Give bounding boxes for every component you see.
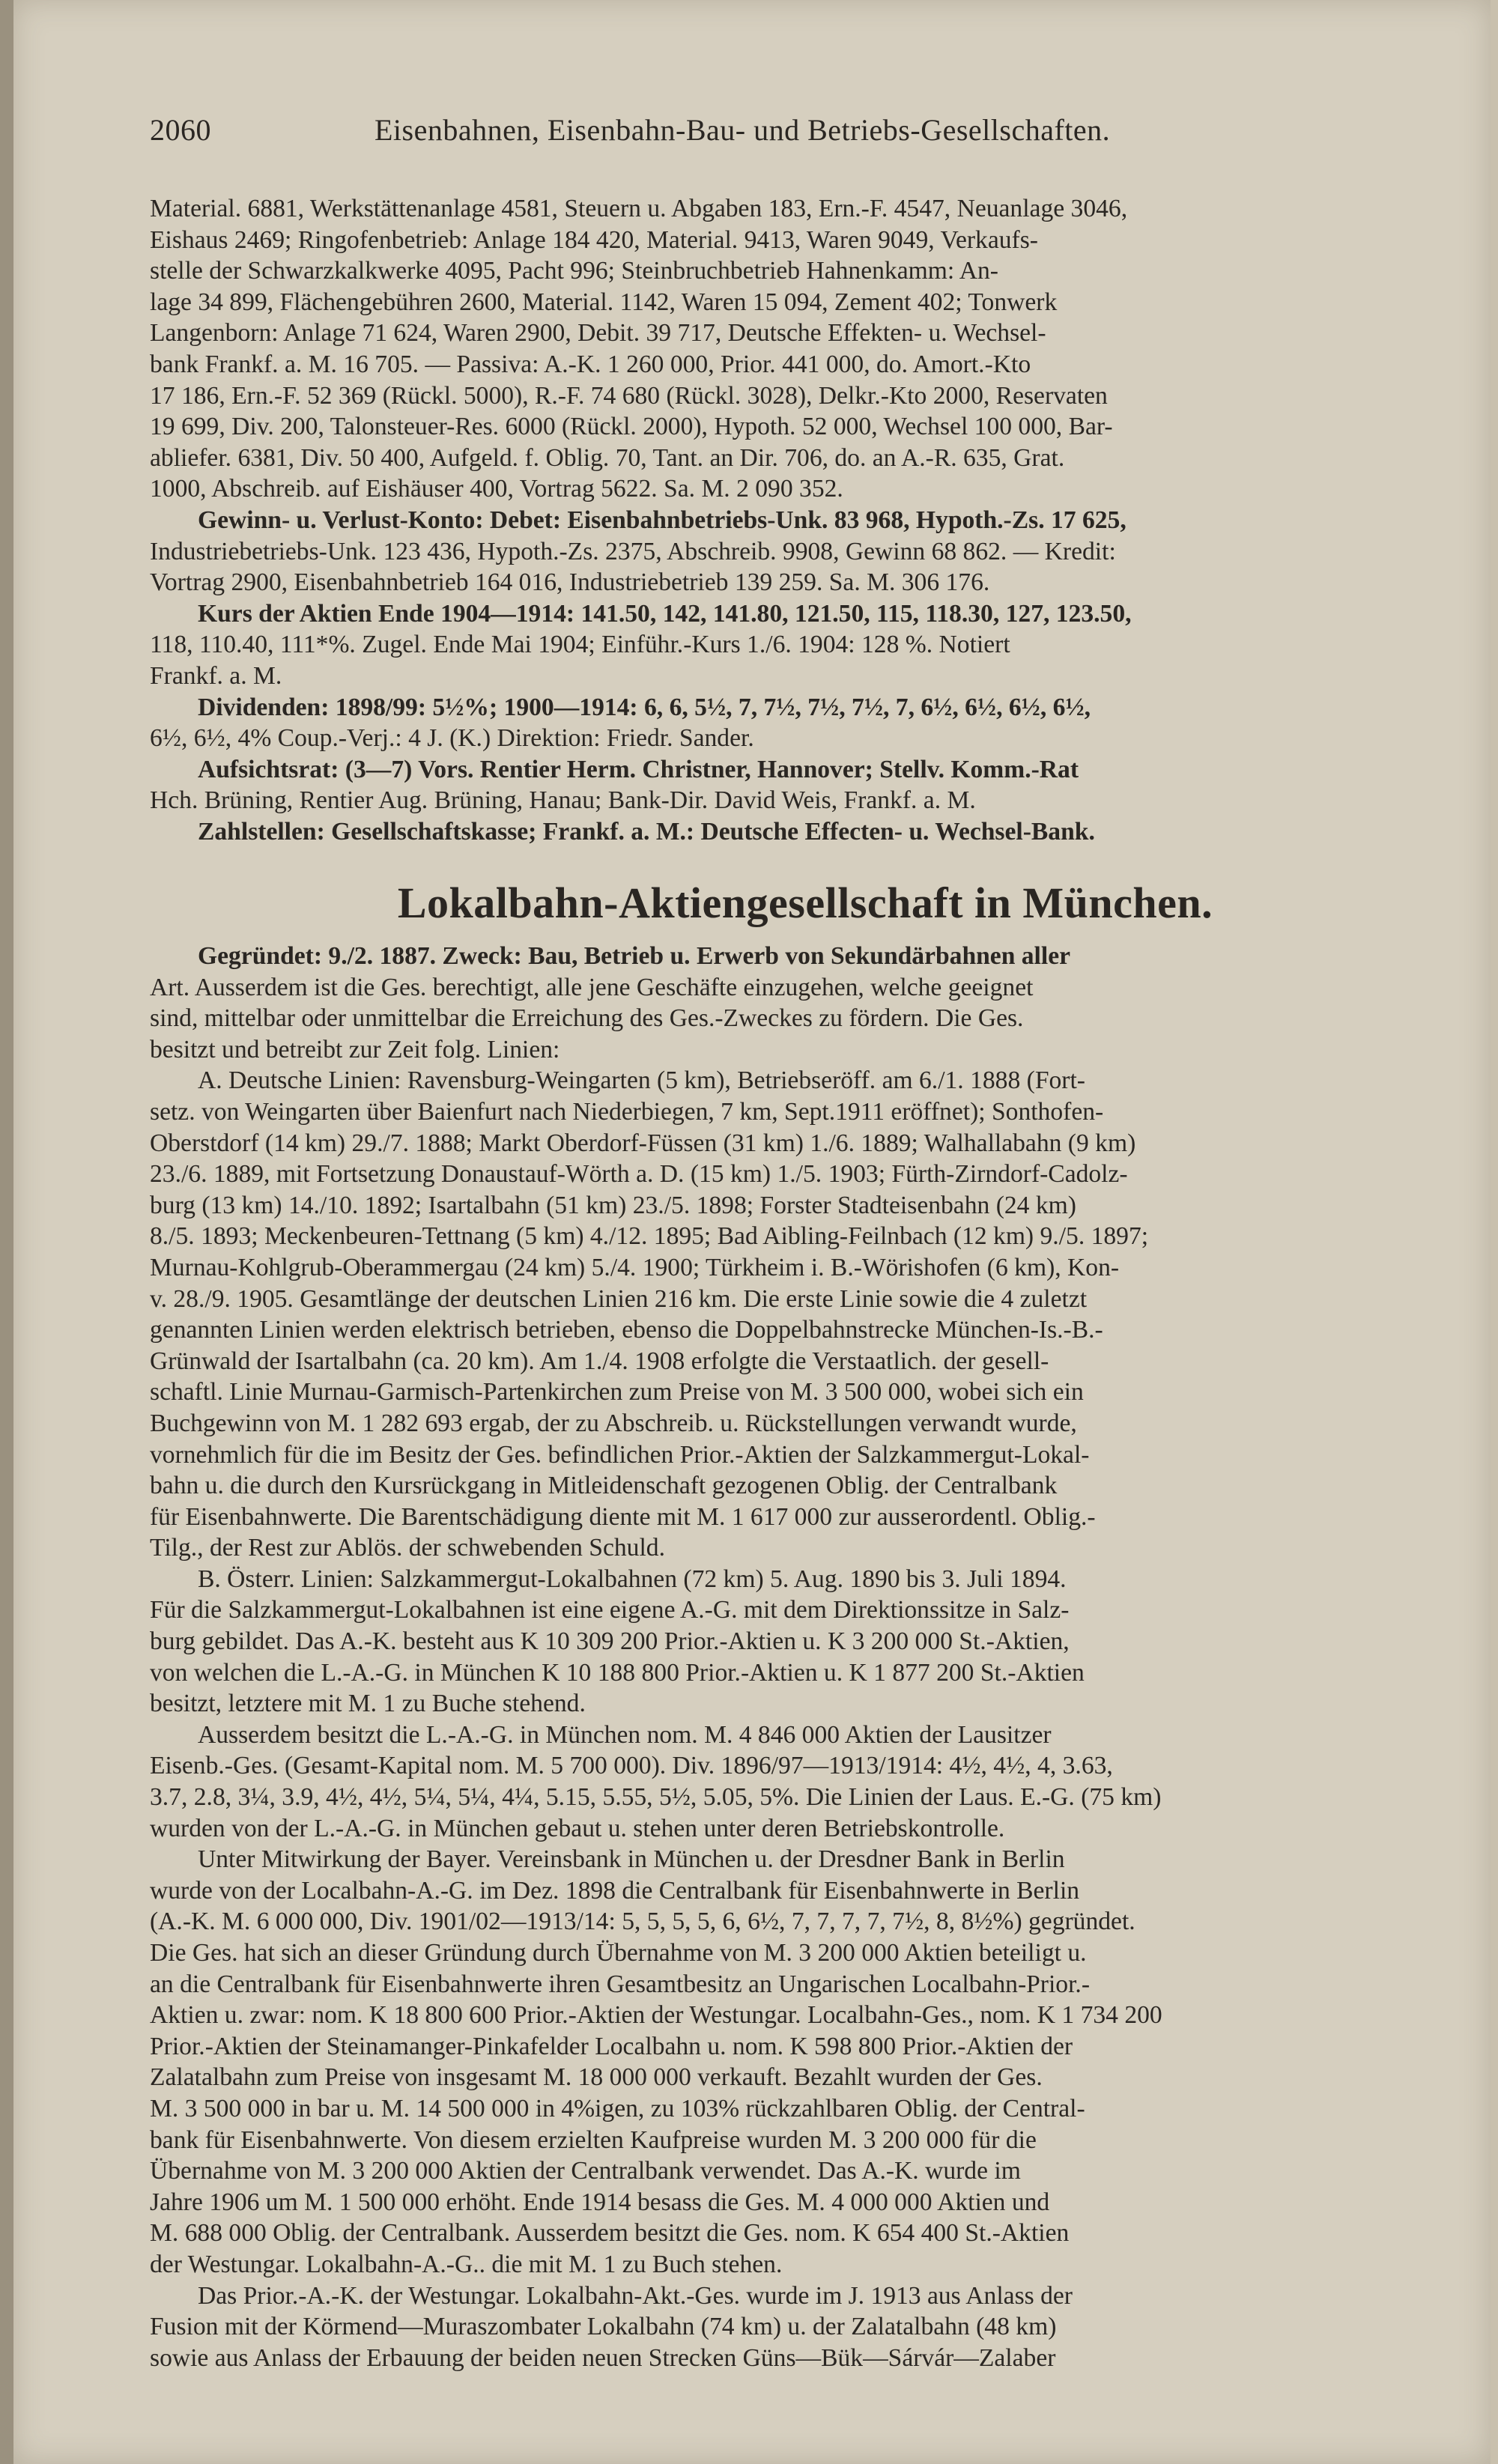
- text-line: 118, 110.40, 111*%. Zugel. Ende Mai 1904; Einführ.-Kurs 1./6. 1904: 128 %. Notiert: [150, 631, 1010, 659]
- text-line: Tilg., der Rest zur Ablös. der schwebenden Schuld.: [150, 1534, 665, 1562]
- gegruendet-line: Gegründet: 9./2. 1887. Zweck: Bau, Betrieb u. Erwerb von Sekundärbahnen aller: [198, 942, 1071, 970]
- scan-left-edge: [0, 0, 13, 2464]
- text-line: burg gebildet. Das A.-K. besteht aus K 10 309 200 Prior.-Aktien u. K 3 200 000 St.-Aktien,: [150, 1627, 1070, 1656]
- text-line: von welchen die L.-A.-G. in München K 10 188 800 Prior.-Aktien u. K 1 877 200 St.-Aktien: [150, 1658, 1085, 1687]
- aufsichtsrat-heading-line: Aufsichtsrat: (3—7) Vors. Rentier Herm. Christner, Hannover; Stellv. Komm.-Rat: [198, 755, 1079, 783]
- text-line: Hch. Brüning, Rentier Aug. Brüning, Hanau; Bank-Dir. David Weis, Frankf. a. M.: [150, 786, 976, 815]
- text-line: Fusion mit der Körmend—Muraszombater Lokalbahn (74 km) u. der Zalatalbahn (48 km): [150, 2313, 1057, 2341]
- zahlstellen-line: Zahlstellen: Gesellschaftskasse; Frankf. a. M.: Deutsche Effecten- u. Wechsel-Bank.: [198, 817, 1095, 846]
- deutsche-linien-line: A. Deutsche Linien: Ravensburg-Weingarten (5 km), Betriebseröff. am 6./1. 1888 (Fort-: [198, 1066, 1085, 1095]
- text-line: schaftl. Linie Murnau-Garmisch-Partenkirchen zum Preise von M. 3 500 000, wobei sich ein: [150, 1378, 1084, 1407]
- text-line: Für die Salzkammergut-Lokalbahnen ist eine eigene A.-G. mit dem Direktionssitze in Salz-: [150, 1596, 1070, 1624]
- text-line: Übernahme von M. 3 200 000 Aktien der Centralbank verwendet. Das A.-K. wurde im: [150, 2157, 1021, 2185]
- text-line: bahn u. die durch den Kursrückgang in Mitleidenschaft gezogenen Oblig. der Centralbank: [150, 1472, 1058, 1500]
- text-line: M. 688 000 Oblig. der Centralbank. Ausserdem besitzt die Ges. nom. K 654 400 St.-Aktien: [150, 2219, 1070, 2248]
- text-line: Prior.-Aktien der Steinamanger-Pinkafelder Localbahn u. nom. K 598 800 Prior.-Aktien der: [150, 2032, 1073, 2060]
- text-line: Das Prior.-A.-K. der Westungar. Lokalbahn-Akt.-Ges. wurde im J. 1913 aus Anlass der: [198, 2281, 1073, 2310]
- page-header: [150, 112, 1423, 148]
- text-line: Oberstdorf (14 km) 29./7. 1888; Markt Oberdorf-Füssen (31 km) 1./6. 1889; Walhallabahn (9 km): [150, 1129, 1136, 1157]
- text-line: bank Frankf. a. M. 16 705. — Passiva: A.-K. 1 260 000, Prior. 441 000, do. Amort.-Kto: [150, 350, 1031, 378]
- text-line: stelle der Schwarzkalkwerke 4095, Pacht 996; Steinbruchbetrieb Hahnenkamm: An-: [150, 257, 998, 285]
- running-title: Eisenbahnen, Eisenbahn-Bau- und Betriebs-Gesellschaften.: [374, 113, 1111, 147]
- text-line: Grünwald der Isartalbahn (ca. 20 km). Am 1./4. 1908 erfolgte die Verstaatlich. der gesell-: [150, 1347, 1049, 1375]
- text-line: 6½, 6½, 4% Coup.-Verj.: 4 J. (K.) Direktion: Friedr. Sander.: [150, 724, 754, 753]
- gewinn-verlust-heading-line: Gewinn- u. Verlust-Konto: Debet: Eisenbahnbetriebs-Unk. 83 968, Hypoth.-Zs. 17 625,: [198, 506, 1126, 534]
- text-line: Zalatalbahn zum Preise von insgesamt M. 18 000 000 verkauft. Bezahlt wurden der Ges.: [150, 2063, 1043, 2092]
- text-line: lage 34 899, Flächengebühren 2600, Material. 1142, Waren 15 094, Zement 402; Tonwerk: [150, 288, 1058, 316]
- text-line: burg (13 km) 14./10. 1892; Isartalbahn (51 km) 23./5. 1898; Forster Stadteisenbahn (24 km): [150, 1191, 1076, 1219]
- text-line: wurden von der L.-A.-G. in München gebaut u. stehen unter deren Betriebskontrolle.: [150, 1814, 1005, 1842]
- text-line: der Westungar. Lokalbahn-A.-G.. die mit M. 1 zu Buch stehen.: [150, 2250, 783, 2278]
- text-line: sind, mittelbar oder unmittelbar die Erreichung des Ges.-Zweckes zu fördern. Die Ges.: [150, 1004, 1024, 1033]
- text-line: Eishaus 2469; Ringofenbetrieb: Anlage 184 420, Material. 9413, Waren 9049, Verkaufs-: [150, 225, 1038, 254]
- text-line: besitzt und betreibt zur Zeit folg. Linien:: [150, 1035, 560, 1063]
- text-line: 17 186, Ern.-F. 52 369 (Rückl. 5000), R.-F. 74 680 (Rückl. 3028), Delkr.-Kto 2000, Reservaten: [150, 381, 1108, 410]
- text-line: an die Centralbank für Eisenbahnwerte ihren Gesamtbesitz an Ungarischen Localbahn-Prior.-: [150, 1970, 1090, 1998]
- text-line: Eisenb.-Ges. (Gesamt-Kapital nom. M. 5 700 000). Div. 1896/97—1913/1914: 4½, 4½, 4, 3.63,: [150, 1752, 1113, 1780]
- text-line: bank für Eisenbahnwerte. Von diesem erzielten Kaufpreise wurden M. 3 200 000 für die: [150, 2125, 1037, 2154]
- text-line: Aktien u. zwar: nom. K 18 800 600 Prior.-Aktien der Westungar. Localbahn-Ges., nom. K 1 734 200: [150, 2001, 1162, 2030]
- text-line: v. 28./9. 1905. Gesamtlänge der deutschen Linien 216 km. Die erste Linie sowie die 4 zuletzt: [150, 1284, 1088, 1313]
- text-line: abliefer. 6381, Div. 50 400, Aufgeld. f. Oblig. 70, Tant. an Dir. 706, do. an A.-R. 635, Grat.: [150, 443, 1065, 472]
- text-line: Industriebetriebs-Unk. 123 436, Hypoth.-Zs. 2375, Abschreib. 9908, Gewinn 68 862. — Kredit:: [150, 537, 1116, 565]
- text-line: 23./6. 1889, mit Fortsetzung Donaustauf-Wörth a. D. (15 km) 1./5. 1903; Fürth-Zirndorf-Cadolz-: [150, 1160, 1128, 1189]
- text-line: Unter Mitwirkung der Bayer. Vereinsbank in München u. der Dresdner Bank in Berlin: [198, 1845, 1065, 1874]
- text-line: Vortrag 2900, Eisenbahnbetrieb 164 016, Industriebetrieb 139 259. Sa. M. 306 176.: [150, 568, 990, 597]
- oesterr-linien-line: B. Österr. Linien: Salzkammergut-Lokalbahnen (72 km) 5. Aug. 1890 bis 3. Juli 1894.: [198, 1565, 1067, 1593]
- company-title: Lokalbahn-Aktiengesellschaft in München.: [397, 879, 1213, 927]
- text-line: vornehmlich für die im Besitz der Ges. befindlichen Prior.-Aktien der Salzkammergut-Lokal-: [150, 1440, 1090, 1469]
- text-line: Art. Ausserdem ist die Ges. berechtigt, alle jene Geschäfte einzugehen, welche geeignet: [150, 973, 1034, 1001]
- text-line: M. 3 500 000 in bar u. M. 14 500 000 in 4%igen, zu 103% rückzahlbaren Oblig. der Central-: [150, 2094, 1085, 2122]
- text-line: Ausserdem besitzt die L.-A.-G. in München nom. M. 4 846 000 Aktien der Lausitzer: [198, 1720, 1052, 1749]
- text-line: (A.-K. M. 6 000 000, Div. 1901/02—1913/14: 5, 5, 5, 5, 6, 6½, 7, 7, 7, 7, 7½, 8, 8½%) gegründet.: [150, 1908, 1135, 1936]
- text-line: besitzt, letztere mit M. 1 zu Buche stehend.: [150, 1690, 586, 1718]
- text-line: Langenborn: Anlage 71 624, Waren 2900, Debit. 39 717, Deutsche Effekten- u. Wechsel-: [150, 319, 1046, 348]
- company-body: [150, 941, 1461, 2373]
- text-line: wurde von der Localbahn-A.-G. im Dez. 1898 die Centralbank für Eisenbahnwerte in Berlin: [150, 1876, 1080, 1905]
- text-line: genannten Linien werden elektrisch betrieben, ebenso die Doppelbahnstrecke München-Is.-B.-: [150, 1316, 1103, 1344]
- text-line: 1000, Abschreib. auf Eishäuser 400, Vortrag 5622. Sa. M. 2 090 352.: [150, 475, 843, 503]
- page-number: 2060: [150, 113, 211, 147]
- text-line: Material. 6881, Werkstättenanlage 4581, Steuern u. Abgaben 183, Ern.-F. 4547, Neuanlage 3046,: [150, 195, 1128, 222]
- kurs-heading-line: Kurs der Aktien Ende 1904—1914: 141.50, 142, 141.80, 121.50, 115, 118.30, 127, 123.50,: [198, 599, 1132, 628]
- text-line: Die Ges. hat sich an dieser Gründung durch Übernahme von M. 3 200 000 Aktien beteiligt u.: [150, 1939, 1087, 1967]
- text-line: 8./5. 1893; Meckenbeuren-Tettnang (5 km) 4./12. 1895; Bad Aibling-Feilnbach (12 km) 9./5. 1897;: [150, 1222, 1149, 1251]
- text-line: Buchgewinn von M. 1 282 693 ergab, der zu Abschreib. u. Rückstellungen verwandt wurde,: [150, 1409, 1077, 1437]
- text-line: 19 699, Div. 200, Talonsteuer-Res. 6000 (Rückl. 2000), Hypoth. 52 000, Wechsel 100 000, Bar-: [150, 413, 1113, 441]
- text-line: Frankf. a. M.: [150, 661, 282, 690]
- text-line: Murnau-Kohlgrub-Oberammergau (24 km) 5./4. 1900; Türkheim i. B.-Wörishofen (6 km), Kon-: [150, 1253, 1120, 1281]
- text-line: 3.7, 2.8, 3¼, 3.9, 4½, 4½, 5¼, 5¼, 4¼, 5.15, 5.55, 5½, 5.05, 5%. Die Linien der Laus. E.-G. (75 km): [150, 1783, 1162, 1812]
- previous-company-section: [150, 193, 1461, 847]
- text-line: setz. von Weingarten über Baienfurt nach Niederbiegen, 7 km, Sept.1911 eröffnet); Sonthofen-: [150, 1097, 1104, 1126]
- text-line: Jahre 1906 um M. 1 500 000 erhöht. Ende 1914 besass die Ges. M. 4 000 000 Aktien und: [150, 2188, 1050, 2216]
- text-line: für Eisenbahnwerte. Die Barentschädigung diente mit M. 1 617 000 zur ausserordentl. Oblig.-: [150, 1502, 1096, 1531]
- dividenden-heading-line: Dividenden: 1898/99: 5½%; 1900—1914: 6, 6, 5½, 7, 7½, 7½, 7½, 7, 6½, 6½, 6½, 6½,: [198, 693, 1091, 721]
- text-line: sowie aus Anlass der Erbauung der beiden neuen Strecken Güns—Bük—Sárvár—Zalaber: [150, 2343, 1056, 2372]
